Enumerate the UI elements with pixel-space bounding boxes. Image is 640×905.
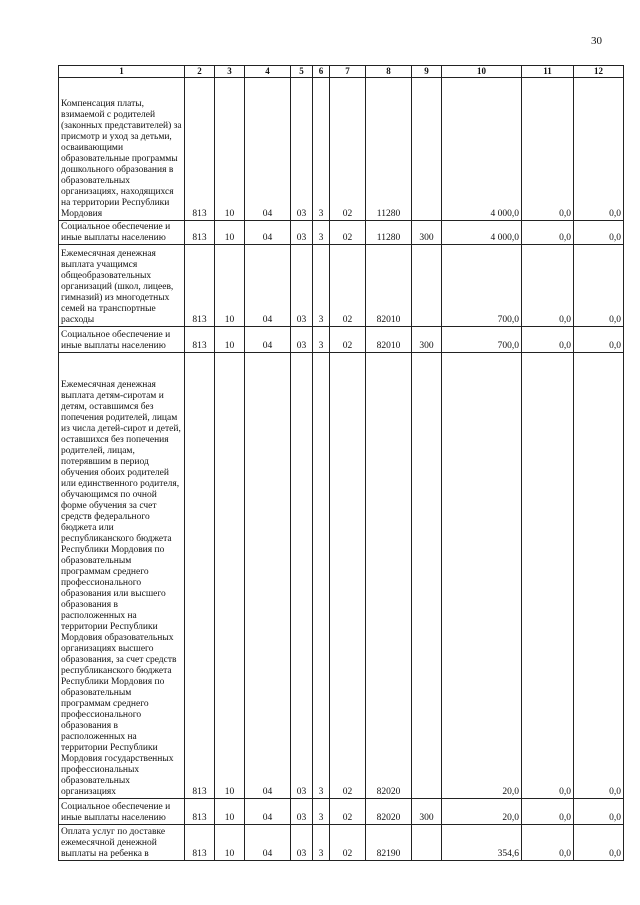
col-header: 10 bbox=[442, 66, 522, 78]
col-header: 1 bbox=[59, 66, 185, 78]
cell-c6: 3 bbox=[313, 78, 330, 221]
col-header: 5 bbox=[291, 66, 313, 78]
cell-c4: 04 bbox=[245, 799, 291, 825]
row-name: Компенсация платы, взимаемой с родителей (законных представителей) за присмотр и уход за детьми, осваивающими образовательные программы дошкольного образования в образовательных организациях, находящихся на территории Республики Мордовия bbox=[59, 78, 185, 221]
table-row bbox=[59, 78, 624, 221]
budget-table bbox=[58, 65, 624, 861]
cell-c2: 813 bbox=[185, 327, 215, 353]
cell-c5: 03 bbox=[291, 353, 313, 799]
cell-c7: 02 bbox=[330, 327, 366, 353]
cell-c11: 0,0 bbox=[522, 221, 574, 245]
cell-c3: 10 bbox=[215, 78, 245, 221]
cell-c11: 0,0 bbox=[522, 327, 574, 353]
cell-c8: 82020 bbox=[366, 353, 412, 799]
cell-c3: 10 bbox=[215, 245, 245, 327]
cell-c9: 300 bbox=[412, 327, 442, 353]
cell-c4: 04 bbox=[245, 825, 291, 861]
cell-c9: 300 bbox=[412, 221, 442, 245]
cell-c4: 04 bbox=[245, 327, 291, 353]
cell-c12: 0,0 bbox=[574, 825, 624, 861]
cell-c12: 0,0 bbox=[574, 221, 624, 245]
table-row bbox=[59, 353, 624, 799]
table-row bbox=[59, 221, 624, 245]
cell-c4: 04 bbox=[245, 78, 291, 221]
col-header: 12 bbox=[574, 66, 624, 78]
cell-c10: 700,0 bbox=[442, 245, 522, 327]
table-row bbox=[59, 245, 624, 327]
col-header: 9 bbox=[412, 66, 442, 78]
cell-c7: 02 bbox=[330, 353, 366, 799]
row-name: Ежемесячная денежная выплата детям-сиротам и детям, оставшимся без попечения родителей, лицам из числа детей-сирот и детей, оставшихся без попечения родителей, лицам, потерявшим в период обучения обоих родителей или единственного родителя, обучающимся по очной форме обучения за счет средств федерального бюджета или республиканского бюджета Республики Мордовия по образовательным программам среднего профессионального образования или высшего образования в расположенных на территории Республики Мордовия образовательных организациях высшего образования, за счет средств республиканского бюджета Республики Мордовия по образовательным программам среднего профессионального образования в расположенных на территории Республики Мордовия государственных профессиональных образовательных организациях bbox=[59, 353, 185, 799]
cell-c8: 11280 bbox=[366, 221, 412, 245]
cell-c2: 813 bbox=[185, 825, 215, 861]
cell-c6: 3 bbox=[313, 825, 330, 861]
cell-c5: 03 bbox=[291, 78, 313, 221]
cell-c4: 04 bbox=[245, 245, 291, 327]
cell-c12: 0,0 bbox=[574, 327, 624, 353]
cell-c9: 300 bbox=[412, 799, 442, 825]
cell-c10: 4 000,0 bbox=[442, 221, 522, 245]
cell-c5: 03 bbox=[291, 327, 313, 353]
cell-c12: 0,0 bbox=[574, 799, 624, 825]
cell-c3: 10 bbox=[215, 825, 245, 861]
cell-c7: 02 bbox=[330, 825, 366, 861]
cell-c8: 82020 bbox=[366, 799, 412, 825]
cell-c5: 03 bbox=[291, 221, 313, 245]
row-name: Социальное обеспечение и иные выплаты населению bbox=[59, 799, 185, 825]
cell-c10: 4 000,0 bbox=[442, 78, 522, 221]
cell-c11: 0,0 bbox=[522, 78, 574, 221]
col-header: 2 bbox=[185, 66, 215, 78]
col-header: 6 bbox=[313, 66, 330, 78]
cell-c8: 82190 bbox=[366, 825, 412, 861]
cell-c11: 0,0 bbox=[522, 353, 574, 799]
cell-c9 bbox=[412, 245, 442, 327]
cell-c6: 3 bbox=[313, 353, 330, 799]
cell-c3: 10 bbox=[215, 353, 245, 799]
cell-c8: 82010 bbox=[366, 327, 412, 353]
cell-c12: 0,0 bbox=[574, 245, 624, 327]
col-header: 7 bbox=[330, 66, 366, 78]
cell-c5: 03 bbox=[291, 245, 313, 327]
cell-c7: 02 bbox=[330, 78, 366, 221]
cell-c12: 0,0 bbox=[574, 78, 624, 221]
cell-c4: 04 bbox=[245, 221, 291, 245]
row-name: Оплата услуг по доставке ежемесячной денежной выплаты на ребенка в bbox=[59, 825, 185, 861]
col-header: 11 bbox=[522, 66, 574, 78]
header-row bbox=[59, 66, 624, 78]
row-name: Социальное обеспечение и иные выплаты населению bbox=[59, 327, 185, 353]
cell-c2: 813 bbox=[185, 353, 215, 799]
table-row bbox=[59, 327, 624, 353]
cell-c10: 354,6 bbox=[442, 825, 522, 861]
cell-c2: 813 bbox=[185, 221, 215, 245]
cell-c9 bbox=[412, 353, 442, 799]
cell-c3: 10 bbox=[215, 221, 245, 245]
cell-c9 bbox=[412, 825, 442, 861]
cell-c11: 0,0 bbox=[522, 245, 574, 327]
cell-c6: 3 bbox=[313, 327, 330, 353]
cell-c2: 813 bbox=[185, 245, 215, 327]
row-name: Ежемесячная денежная выплата учащимся общеобразовательных организаций (школ, лицеев, гимназий) из многодетных семей на транспортные расходы bbox=[59, 245, 185, 327]
cell-c10: 20,0 bbox=[442, 353, 522, 799]
cell-c10: 20,0 bbox=[442, 799, 522, 825]
page-number: 30 bbox=[591, 35, 602, 47]
cell-c10: 700,0 bbox=[442, 327, 522, 353]
cell-c11: 0,0 bbox=[522, 799, 574, 825]
cell-c3: 10 bbox=[215, 799, 245, 825]
row-name: Социальное обеспечение и иные выплаты населению bbox=[59, 221, 185, 245]
col-header: 8 bbox=[366, 66, 412, 78]
cell-c6: 3 bbox=[313, 221, 330, 245]
cell-c7: 02 bbox=[330, 799, 366, 825]
cell-c6: 3 bbox=[313, 799, 330, 825]
cell-c5: 03 bbox=[291, 825, 313, 861]
cell-c8: 11280 bbox=[366, 78, 412, 221]
cell-c2: 813 bbox=[185, 799, 215, 825]
cell-c9 bbox=[412, 78, 442, 221]
cell-c3: 10 bbox=[215, 327, 245, 353]
cell-c8: 82010 bbox=[366, 245, 412, 327]
cell-c11: 0,0 bbox=[522, 825, 574, 861]
table-row bbox=[59, 799, 624, 825]
table-row bbox=[59, 825, 624, 861]
cell-c5: 03 bbox=[291, 799, 313, 825]
cell-c6: 3 bbox=[313, 245, 330, 327]
col-header: 4 bbox=[245, 66, 291, 78]
cell-c4: 04 bbox=[245, 353, 291, 799]
cell-c12: 0,0 bbox=[574, 353, 624, 799]
cell-c7: 02 bbox=[330, 245, 366, 327]
cell-c2: 813 bbox=[185, 78, 215, 221]
cell-c7: 02 bbox=[330, 221, 366, 245]
col-header: 3 bbox=[215, 66, 245, 78]
